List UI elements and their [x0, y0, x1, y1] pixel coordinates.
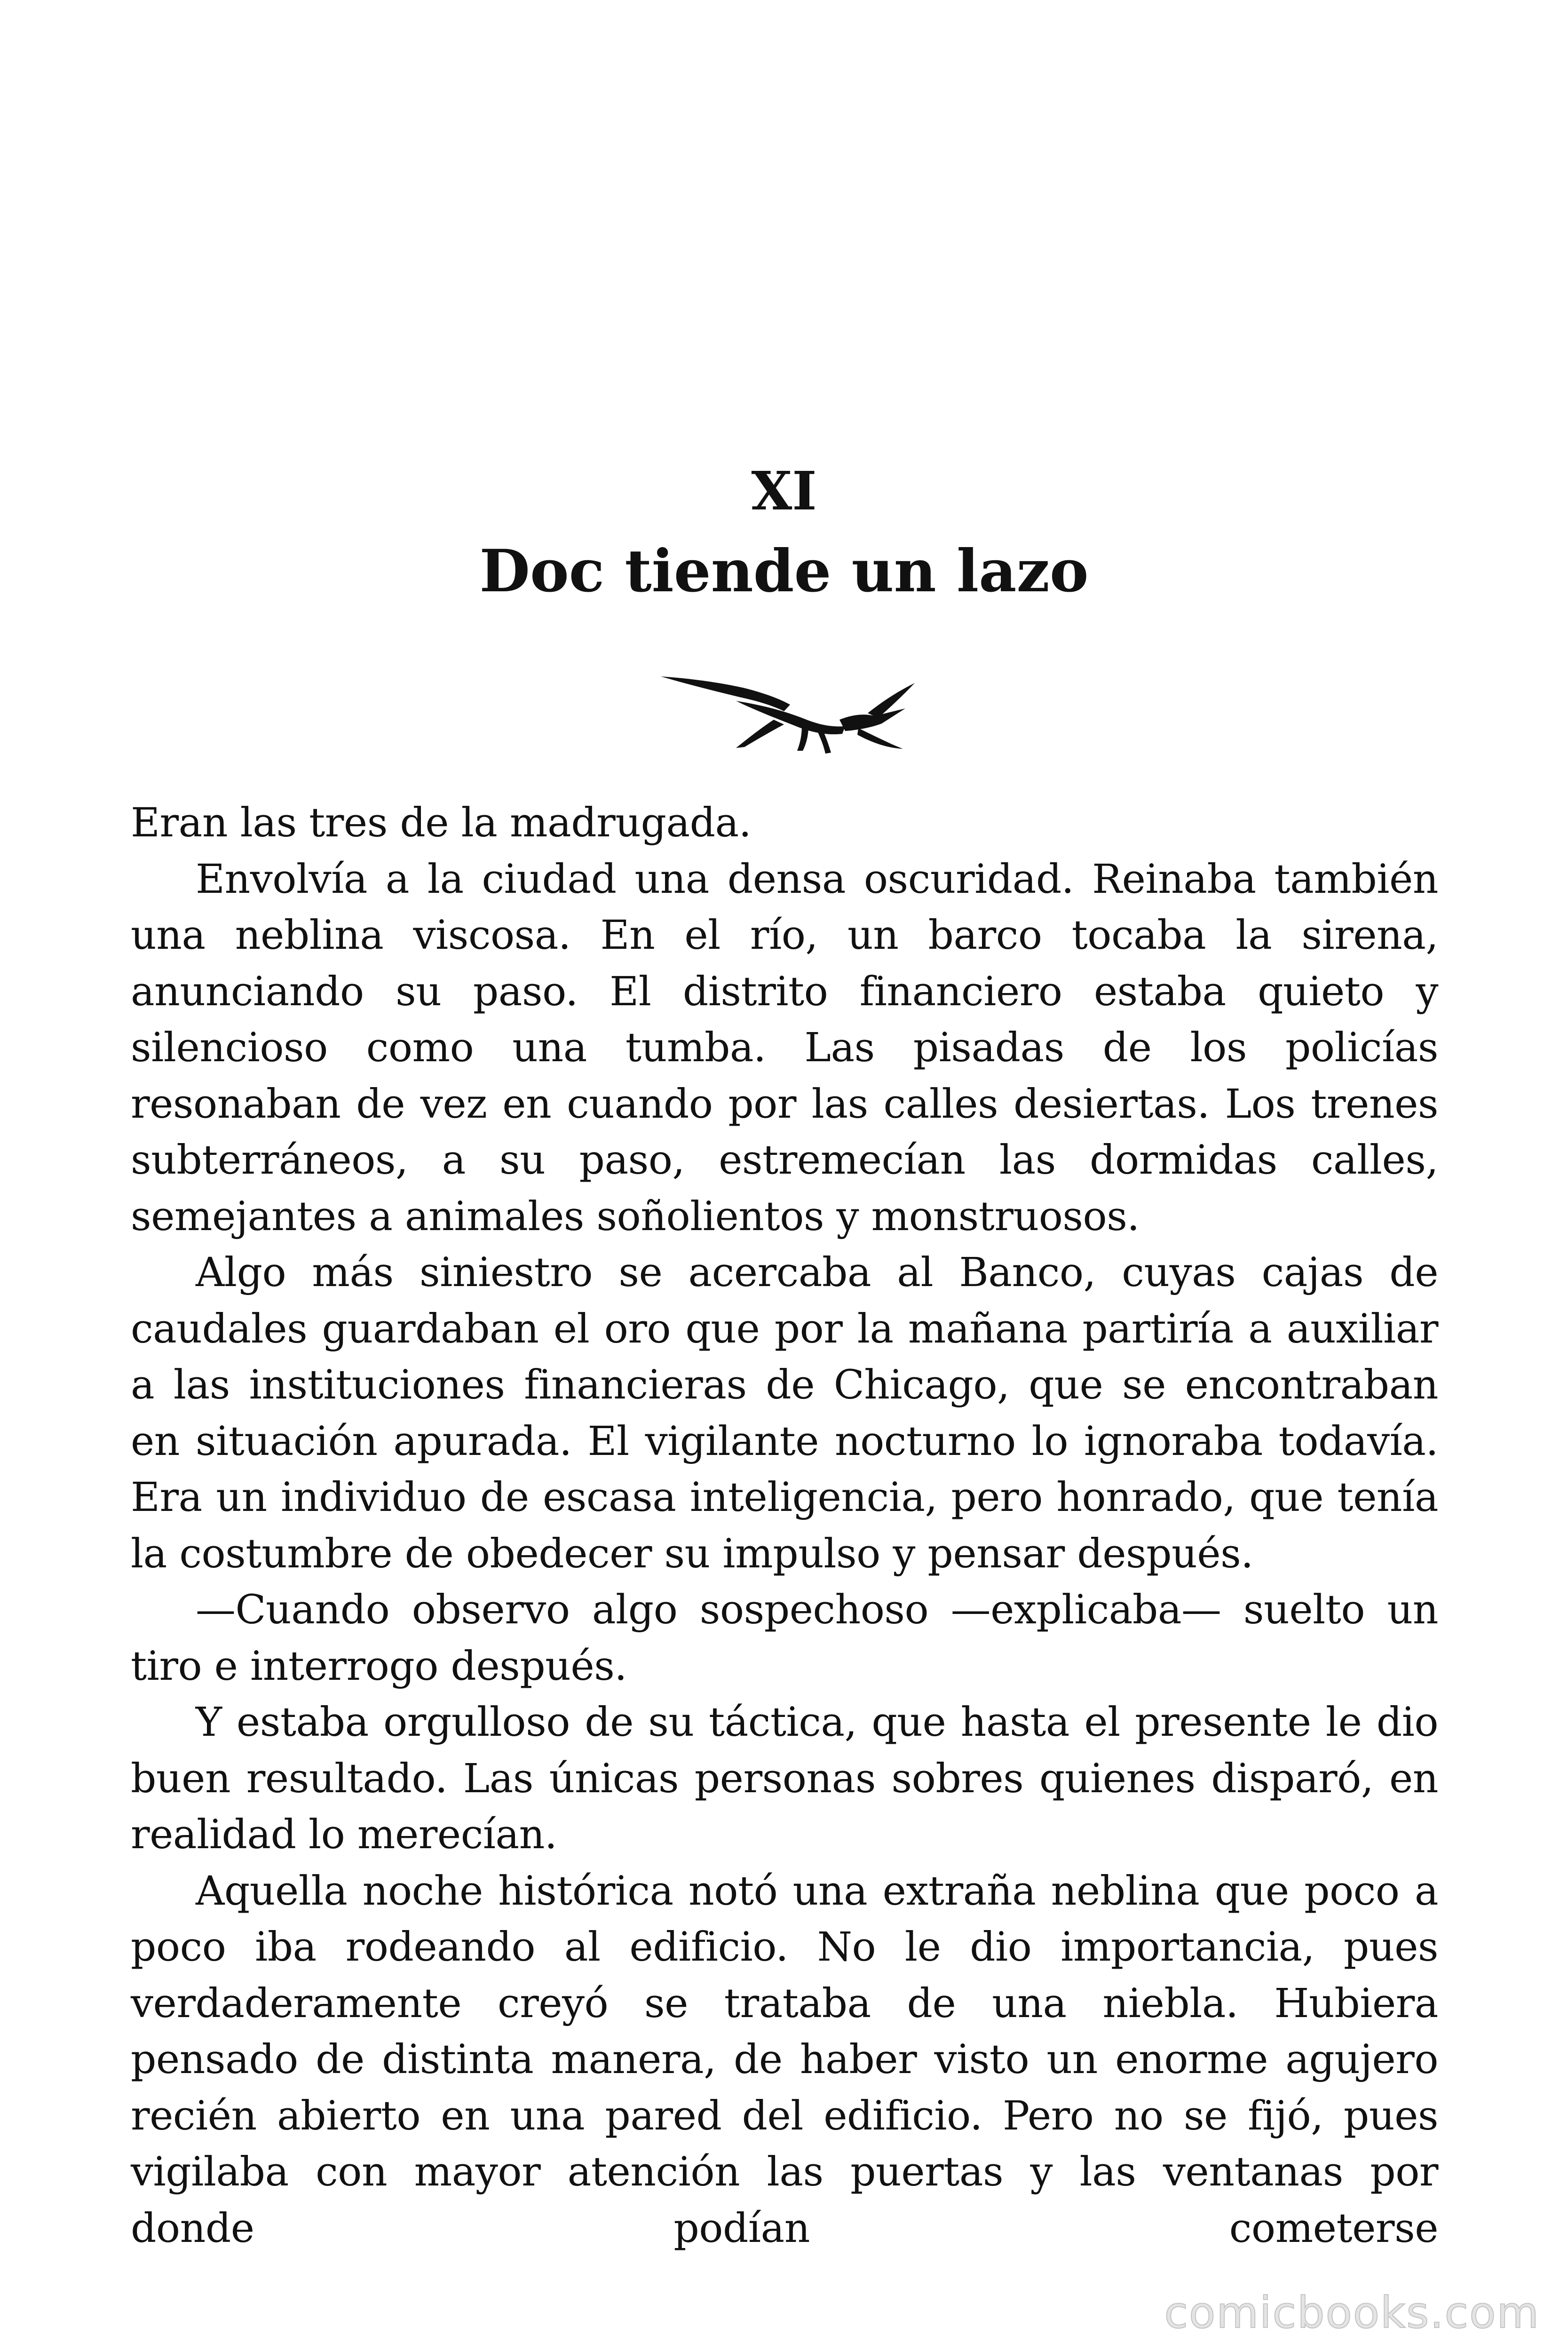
- paragraph: Y estaba orgulloso de su táctica, que hasta el presente le dio buen resultado. Las únicas personas sobres quienes disparó, en realidad lo merecían.: [131, 1699, 1438, 1858]
- watermark: comicbooks.com: [1164, 2288, 1540, 2338]
- paragraph: Algo más siniestro se acercaba al Banco, cuyas cajas de caudales guardaban el oro que por la mañana partiría a auxiliar a las instituciones financieras de Chicago, que se encontraban en situación apurada. El vigilante nocturno lo ignoraba todavía. Era un individuo de escasa inteligencia, pero honrado, que tenía la costumbre de obedecer su impulso y pensar después.: [131, 1249, 1438, 1577]
- paragraph: Envolvía a la ciudad una densa oscuridad. Reinaba también una neblina viscosa. En el río, un barco tocaba la sirena, anunciando su paso. El distrito financiero estaba quieto y silencioso como una tumba. Las pisadas de los policías resonaban de vez en cuando por las calles desiertas. Los trenes subterráneos, a su paso, estremecían las dormidas calles, semejantes a animales soñolientos y monstruosos.: [131, 856, 1438, 1240]
- chapter-body-text: [131, 795, 1438, 2257]
- chapter-title: Doc tiende un lazo: [479, 537, 1089, 605]
- paragraph: Aquella noche histórica notó una extraña neblina que poco a poco iba rodeando al edificio. No le dio importancia, pues verdaderamente creyó se trataba de una niebla. Hubiera pensado de distinta manera, de haber visto un enorme agujero recién abierto en una pared del edificio. Pero no se fijó, pues vigilaba con mayor atención las puertas y las ventanas por donde podían cometerse: [131, 1867, 1438, 2252]
- chapter-number: XI: [751, 461, 817, 522]
- paragraph: —Cuando observo algo sospechoso —explicaba— suelto un tiro e interrogo después.: [131, 1587, 1438, 1690]
- paragraph: Eran las tres de la madrugada.: [131, 800, 752, 846]
- flying-pterodactyl-icon: [661, 668, 915, 757]
